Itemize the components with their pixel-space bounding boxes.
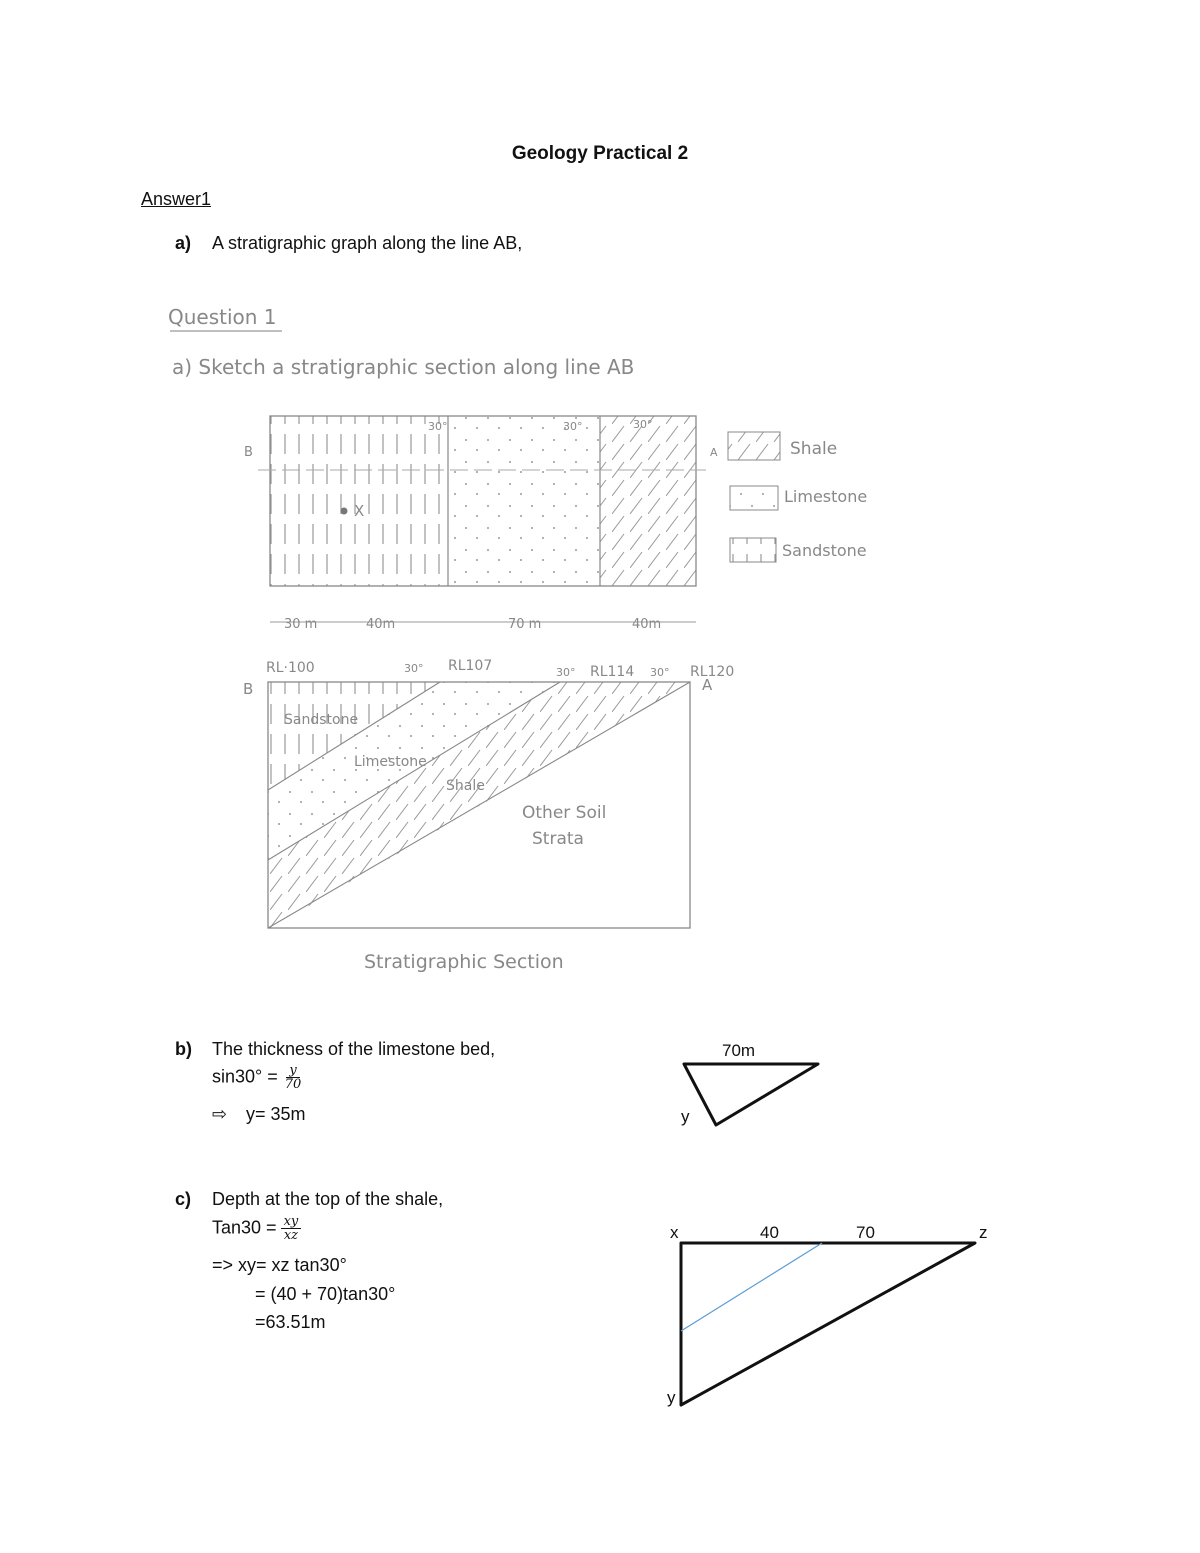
point-x-label: X xyxy=(354,502,365,520)
triangle-c-z-label: z xyxy=(979,1223,988,1242)
part-c-label: c) xyxy=(175,1189,192,1209)
triangle-c xyxy=(660,1220,1000,1420)
part-c-numerator: xy xyxy=(281,1215,302,1229)
part-c-line-3: =63.51m xyxy=(255,1312,326,1332)
rl-114: RL114 xyxy=(590,664,635,680)
shale-top-line xyxy=(681,1243,822,1331)
triangle-c-seg2: 70 xyxy=(856,1223,875,1242)
part-b-numerator: y xyxy=(286,1064,299,1078)
sketch-instruction: a) Sketch a stratigraphic section along line AB xyxy=(172,355,635,379)
part-b-denominator: 70 xyxy=(284,1077,302,1092)
legend-shale: Shale xyxy=(790,439,838,459)
page-title: Geology Practical 2 xyxy=(511,143,689,164)
part-b-eq-prefix: sin30° = xyxy=(212,1066,278,1087)
section-point-a: A xyxy=(702,676,713,694)
part-b-text: The thickness of the limestone bed, xyxy=(212,1039,496,1059)
part-a-label: a) xyxy=(175,233,192,253)
sketch-caption: Stratigraphic Section xyxy=(364,951,564,973)
part-b-result-arrow: ⇨ xyxy=(212,1104,228,1124)
part-c-line-2: = (40 + 70)tan30° xyxy=(255,1284,396,1304)
part-b-label: b) xyxy=(175,1039,192,1059)
rl-107: RL107 xyxy=(448,658,493,674)
section-point-b: B xyxy=(243,680,254,698)
part-c-eq-prefix: Tan30 = xyxy=(212,1217,277,1238)
triangle-b xyxy=(660,1035,860,1145)
section-view xyxy=(243,658,734,930)
triangle-b-side-label: y xyxy=(681,1107,690,1126)
sketch-question-title: Question 1 xyxy=(168,305,277,329)
triangle-c-y-label: y xyxy=(667,1388,676,1407)
section-angle-1: 30° xyxy=(404,662,424,675)
triangle-b-top-label: 70m xyxy=(722,1041,756,1060)
answer-heading: Answer1 xyxy=(141,189,212,209)
part-c-fraction xyxy=(281,1215,302,1242)
dip-angle-3: 30° xyxy=(633,418,653,431)
dip-angle-1: 30° xyxy=(428,420,448,433)
part-c-text: Depth at the top of the shale, xyxy=(212,1189,444,1209)
sketch-legend xyxy=(728,432,867,562)
distance-1: 30 m xyxy=(284,617,318,632)
dip-angle-2: 30° xyxy=(563,420,583,433)
stratigraphic-sketch xyxy=(0,280,1200,1020)
section-label-limestone: Limestone xyxy=(354,754,427,770)
section-angle-2: 30° xyxy=(556,666,576,679)
triangle-c-x-label: x xyxy=(670,1223,679,1242)
legend-sandstone: Sandstone xyxy=(782,541,867,560)
part-b-result: y= 35m xyxy=(246,1104,306,1124)
point-a-label: A xyxy=(710,446,718,459)
map-view xyxy=(244,416,718,632)
part-b-equation xyxy=(212,1064,304,1091)
distance-3: 70 m xyxy=(508,617,542,632)
part-b-fraction xyxy=(282,1064,305,1091)
part-a-text: A stratigraphic graph along the line AB, xyxy=(212,233,523,253)
section-label-other-soil: Other Soil xyxy=(522,803,607,823)
point-b-label: B xyxy=(244,445,253,460)
triangle-c-seg1: 40 xyxy=(760,1223,779,1242)
part-c-equation xyxy=(212,1215,301,1242)
rl-100: RL·100 xyxy=(266,660,315,676)
section-label-sandstone: Sandstone xyxy=(284,712,359,728)
distance-4: 40m xyxy=(632,617,662,632)
distance-2: 40m xyxy=(366,617,396,632)
section-angle-3: 30° xyxy=(650,666,670,679)
section-label-shale: Shale xyxy=(446,778,485,794)
legend-limestone: Limestone xyxy=(784,487,868,506)
part-c-denominator: xz xyxy=(283,1228,298,1243)
rl-120: RL120 xyxy=(690,664,735,680)
part-c-line-1: => xy= xz tan30° xyxy=(212,1255,347,1275)
section-label-strata: Strata xyxy=(532,829,584,849)
